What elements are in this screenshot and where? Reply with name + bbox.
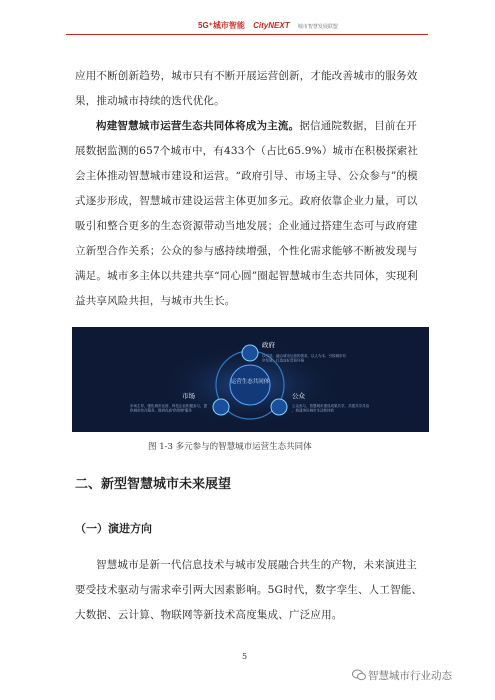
page-number: 5	[242, 652, 248, 661]
logo-citynext: CityNEXT	[253, 21, 290, 30]
paragraph-intro: 应用不断创新趋势，城市只有不断开展运营创新，才能改善城市的服务效果，推动城市持续的迭代优化。	[75, 70, 418, 107]
ecosystem-diagram	[72, 327, 429, 432]
public-desc: 公众参与，智慧城市建设成果共享，共建共享共治，构建美好城市生活新体验	[292, 404, 369, 413]
header-logos	[198, 20, 344, 31]
watermark: 智慧城市行业动态	[368, 670, 452, 682]
ecosystem-figure	[72, 327, 429, 432]
public-label: 公众	[292, 393, 305, 400]
paragraph-ecosystem-body: 据信通院数据，目前在开展数据监测的657个城市中，有433个（占比65.9%）城市在积极探索社会主体推动智慧城市建设和运营。“政府引导、市场主导、公众参与”的模式逐步形成，智慧城市建设运营主体更加多元。政府依靠企业力量，可以吸引和整合更多的生态资源带动当地发展；企业通过搭建生态可与政府建立新型合作关系；公众的参与感持续增强，个性化需求能够不断被发现与满足。城市多主体以共建共享“同心圆”圈起智慧城市生态共同体，实现利益共享风险共担，与城市共生长。	[75, 120, 419, 307]
market-desc: 市场主导，强化城市运营、科技企业积极参与，提供城市综合服务，提供优质“供给侧”服务	[130, 404, 207, 413]
public-node	[271, 399, 287, 415]
logo-subtitle: 城市智慧发展联盟	[297, 24, 338, 30]
subsection-heading: （一）演进方向	[75, 522, 152, 535]
market-node	[213, 399, 229, 415]
paragraph-ecosystem-lead: 构建智慧城市运营生态共同体将成为主流。	[96, 120, 300, 132]
center-label: 运营生态共同体	[230, 379, 270, 385]
section-heading: 二、新型智慧城市未来展望	[75, 477, 232, 492]
gov-desc: 以引导、融合城市运营的需求，以人为本、引领城市有序发展，打造良好营商环境	[262, 354, 346, 363]
page-header	[0, 0, 495, 58]
logo-5g: 5G⁺城市智能	[198, 21, 245, 30]
center-node	[230, 365, 270, 405]
paragraph-evolution: 智慧城市是新一代信息技术与城市发展融合共生的产物，未来演进主要受技术驱动与需求牵引两大因素影响。5G时代，数字孪生、人工智能、大数据、云计算、物联网等新技术高度集成、广泛应用。	[75, 559, 423, 621]
gov-node	[242, 345, 258, 361]
gov-label: 政府	[262, 342, 275, 349]
market-label: 市场	[182, 393, 195, 400]
figure-caption: 图 1-3 多元参与的智慧城市运营生态共同体	[148, 442, 312, 452]
paragraph-ecosystem	[75, 114, 425, 314]
wechat-icon	[352, 669, 366, 681]
header-divider	[66, 34, 428, 35]
